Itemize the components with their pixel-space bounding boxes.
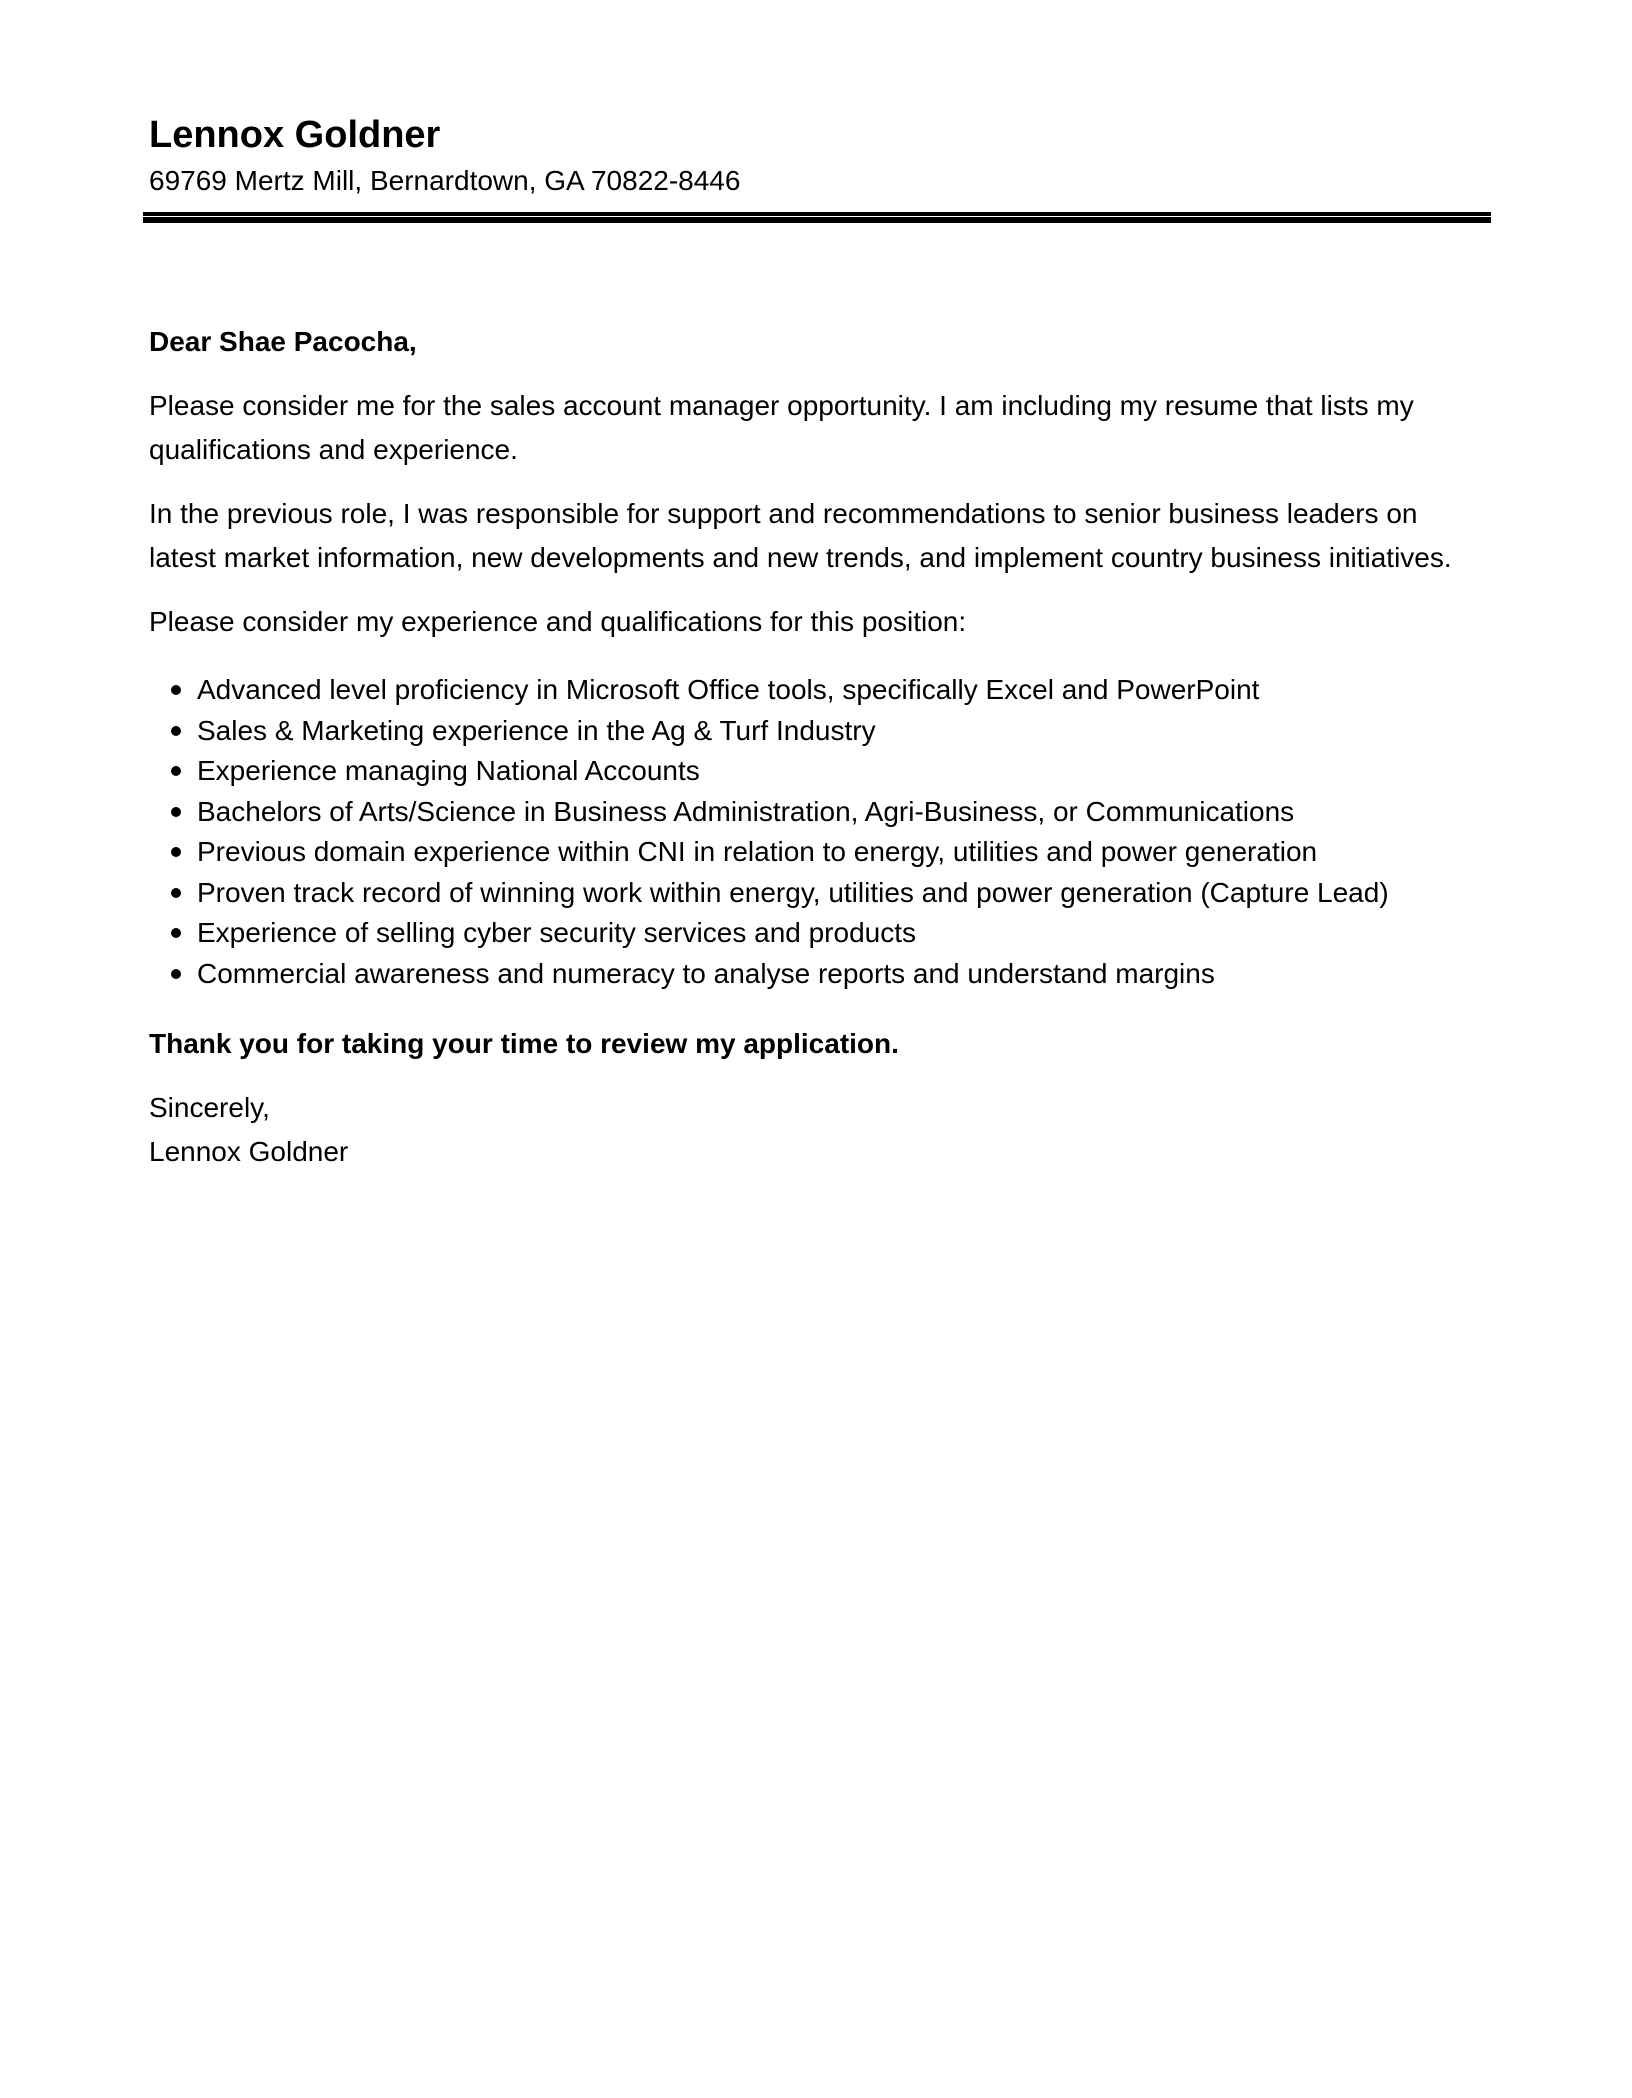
bullet-icon <box>171 726 181 736</box>
list-item-text: Proven track record of winning work within energy, utilities and power generation (Capture Lead) <box>197 876 1389 908</box>
header-divider <box>143 212 1491 223</box>
bullet-icon <box>171 928 181 938</box>
list-item <box>149 913 1459 954</box>
thanks-line: Thank you for taking your time to review my application. <box>149 1028 899 1059</box>
bullet-icon <box>171 888 181 898</box>
list-item <box>149 954 1459 995</box>
list-item-text: Advanced level proficiency in Microsoft Office tools, specifically Excel and PowerPoint <box>197 674 1260 705</box>
list-item-text: Experience of selling cyber security services and products <box>197 917 917 948</box>
bullet-icon <box>171 847 181 857</box>
previous-role-paragraph: In the previous role, I was responsible for support and recommendations to senior business leaders on latest market information, new developments and new trends, and implement country business initiatives. <box>149 498 1452 573</box>
intro-paragraph: Please consider me for the sales account manager opportunity. I am including my resume that lists my qualifications and experience. <box>149 390 1414 465</box>
bullet-icon <box>171 969 181 979</box>
list-item <box>149 751 1459 792</box>
letter-body <box>149 320 1459 1174</box>
list-item-text: Commercial awareness and numeracy to analyse reports and understand margins <box>197 957 1215 989</box>
list-item-text: Bachelors of Arts/Science in Business Administration, Agri-Business, or Communications <box>197 795 1295 827</box>
list-item-text: Sales & Marketing experience in the Ag & Turf Industry <box>197 714 876 746</box>
list-item <box>149 873 1459 914</box>
list-item <box>149 670 1459 711</box>
list-item-text: Previous domain experience within CNI in relation to energy, utilities and power generation <box>197 836 1318 867</box>
sender-address: 69769 Mertz Mill, Bernardtown, GA 70822-8446 <box>149 165 741 196</box>
bullet-icon <box>171 685 181 695</box>
qualifications-intro: Please consider my experience and qualifications for this position: <box>149 606 967 637</box>
list-item <box>149 711 1459 752</box>
qualifications-list <box>149 670 1459 994</box>
letter-header <box>149 110 1485 202</box>
list-item <box>149 832 1459 873</box>
signature: Lennox Goldner <box>149 1136 349 1167</box>
bullet-icon <box>171 807 181 817</box>
list-item <box>149 792 1459 833</box>
greeting: Dear Shae Pacocha, <box>149 326 417 357</box>
list-item-text: Experience managing National Accounts <box>197 755 700 786</box>
bullet-icon <box>171 766 181 776</box>
sender-name: Lennox Goldner <box>149 114 441 156</box>
closing: Sincerely, <box>149 1092 270 1123</box>
